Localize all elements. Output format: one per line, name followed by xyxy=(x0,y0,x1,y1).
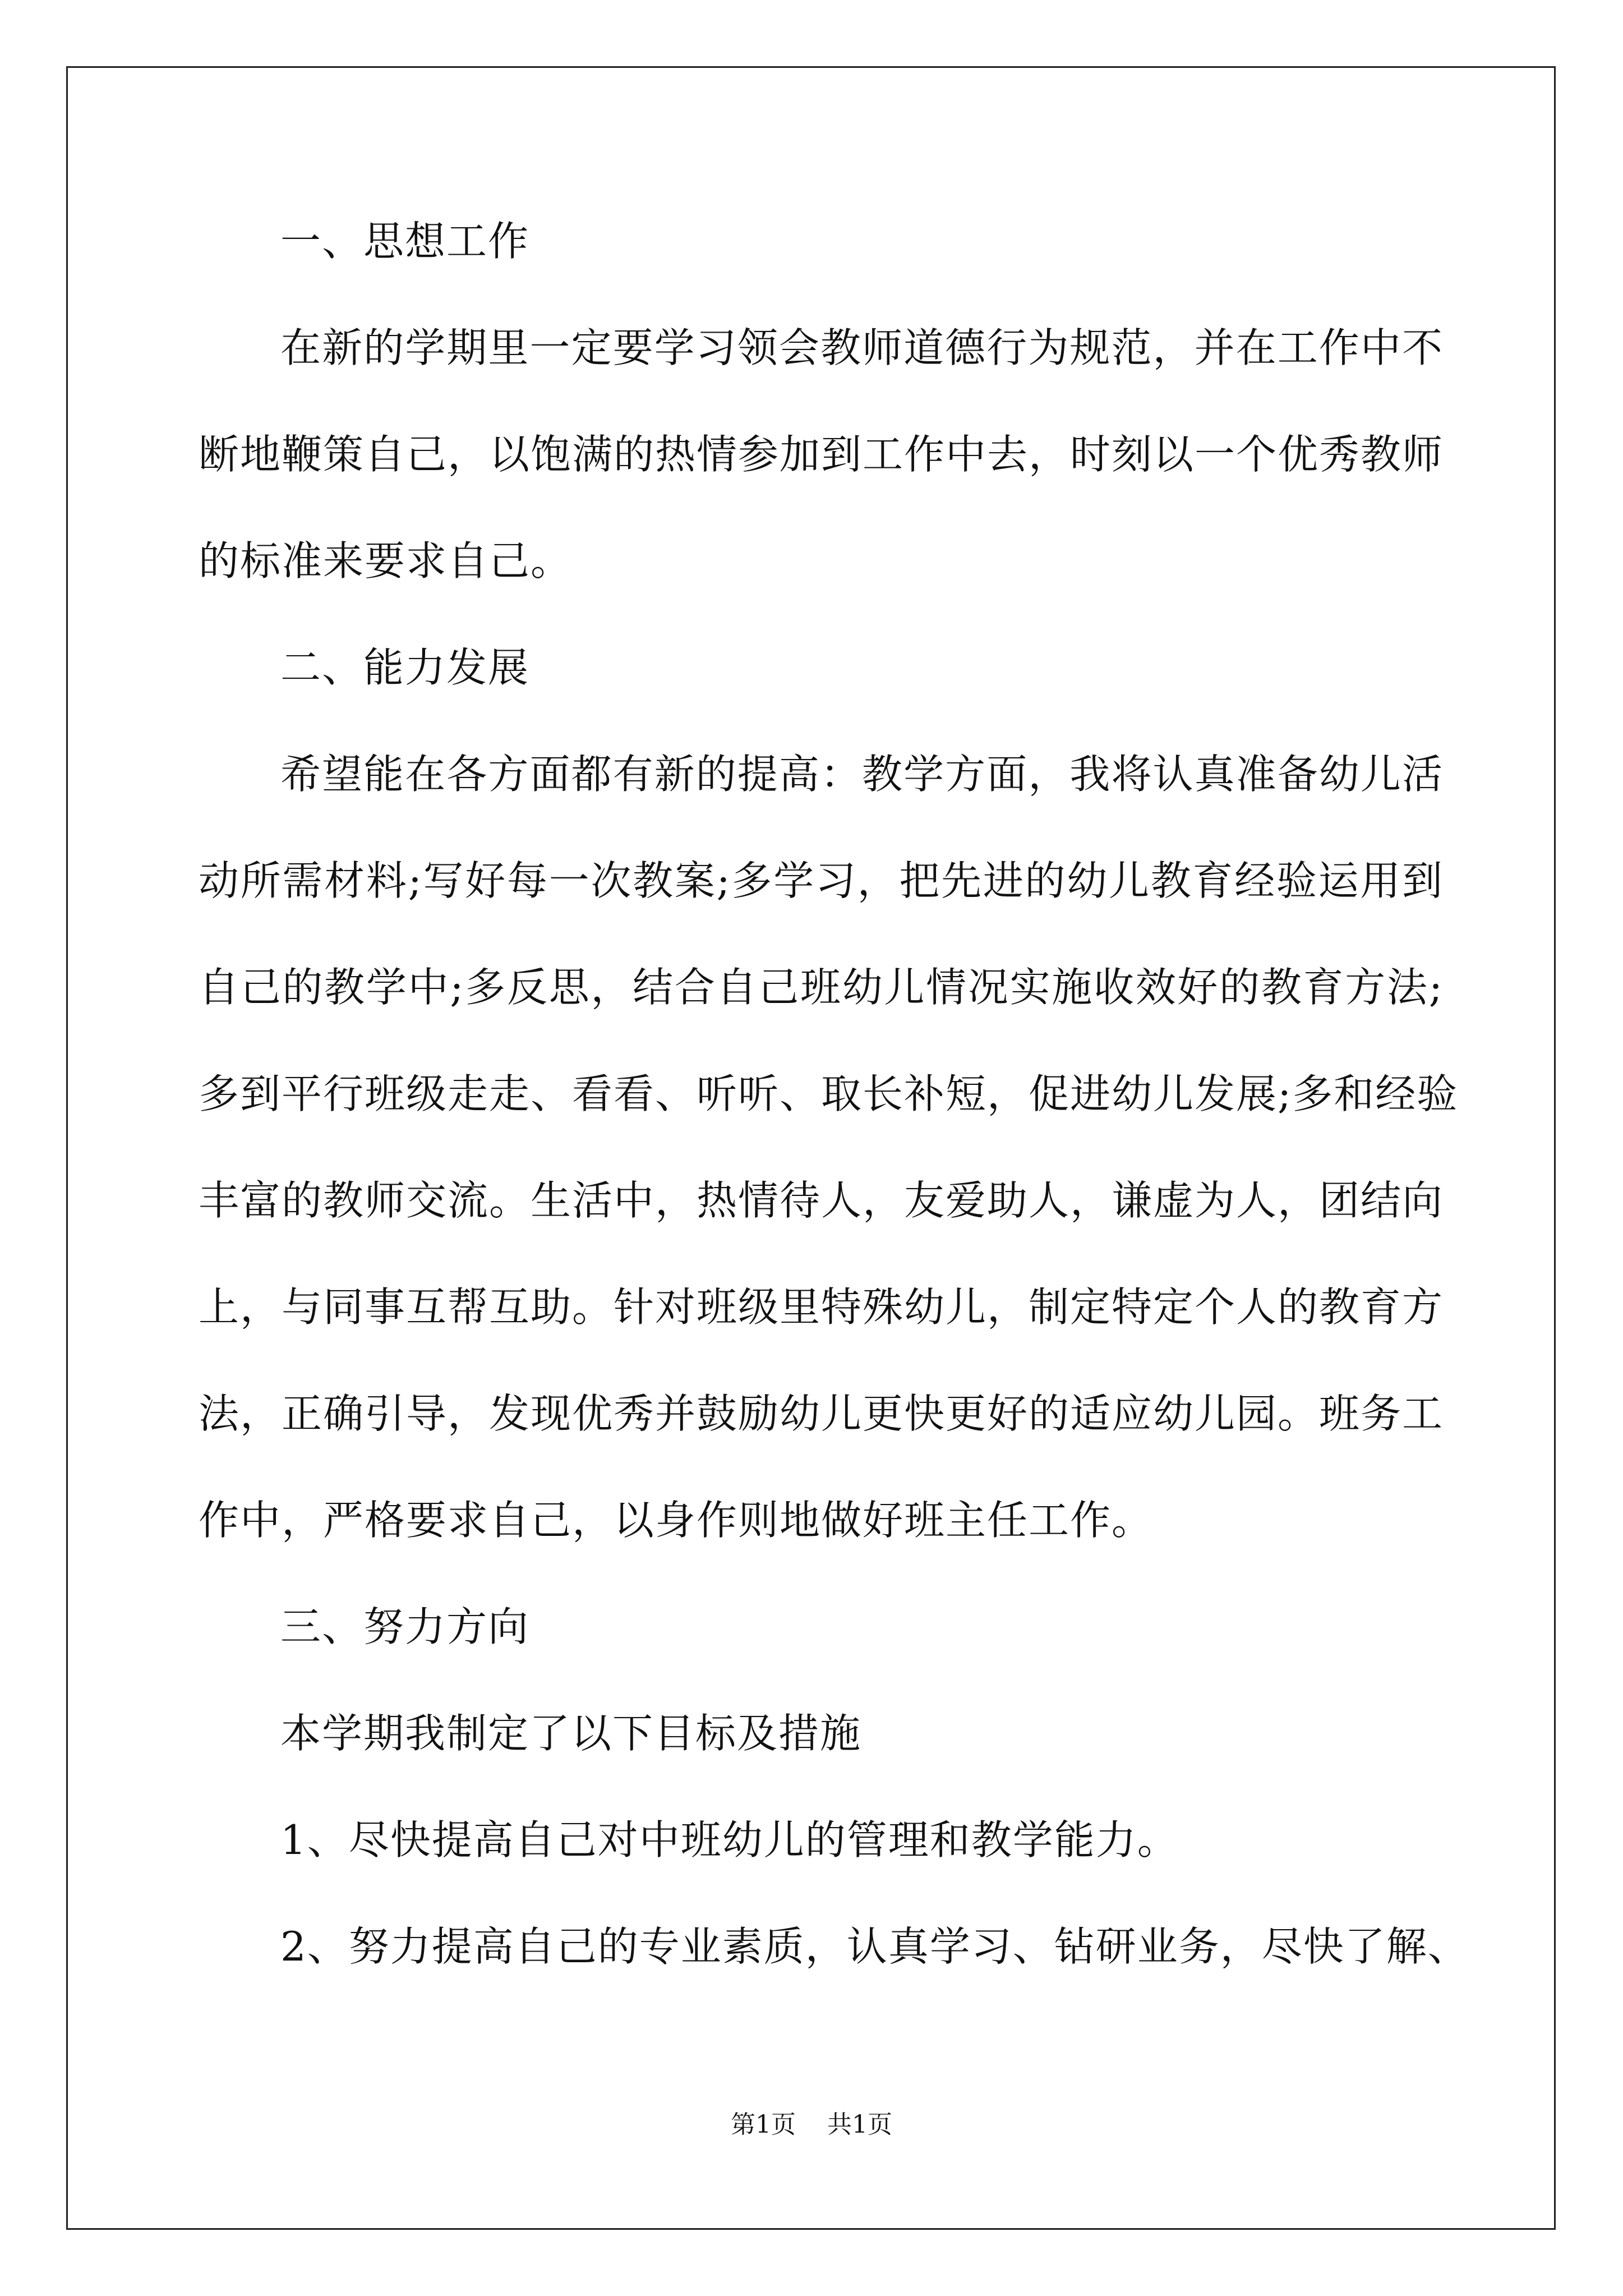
paragraph-line: 作中，严格要求自己，以身作则地做好班主任工作。 xyxy=(199,1497,1154,1544)
section-heading-1: 一、思想工作 xyxy=(280,218,530,265)
paragraph-line: 自己的教学中;多反思，结合自己班幼儿情况实施收效好的教育方法; xyxy=(199,964,1444,1011)
page-footer xyxy=(0,2108,1623,2142)
list-item: 2、努力提高自己的专业素质，认真学习、钻研业务，尽快了解、 xyxy=(280,1923,1469,1970)
paragraph-line: 的标准来要求自己。 xyxy=(199,537,573,585)
paragraph-line: 多到平行班级走走、看看、听听、取长补短，促进幼儿发展;多和经验 xyxy=(199,1070,1459,1117)
page-number: 第1页 xyxy=(731,2110,796,2139)
paragraph-line: 丰富的教师交流。生活中，热情待人，友爱助人，谦虚为人，团结向 xyxy=(199,1177,1444,1224)
list-item: 1、尽快提高自己对中班幼儿的管理和教学能力。 xyxy=(280,1816,1179,1864)
paragraph-line: 法，正确引导，发现优秀并鼓励幼儿更快更好的适应幼儿园。班务工 xyxy=(199,1390,1444,1437)
paragraph-line: 本学期我制定了以下目标及措施 xyxy=(280,1710,862,1757)
paragraph-line: 动所需材料;写好每一次教案;多学习，把先进的幼儿教育经验运用到 xyxy=(199,857,1444,904)
section-heading-2: 二、能力发展 xyxy=(280,644,530,691)
page-total: 共1页 xyxy=(827,2110,892,2139)
page-frame xyxy=(66,66,1556,2230)
paragraph-line: 断地鞭策自己，以饱满的热情参加到工作中去，时刻以一个优秀教师 xyxy=(199,431,1444,478)
paragraph-line: 希望能在各方面都有新的提高：教学方面，我将认真准备幼儿活 xyxy=(280,751,1444,798)
section-heading-3: 三、努力方向 xyxy=(280,1603,530,1650)
paragraph-line: 上，与同事互帮互助。针对班级里特殊幼儿，制定特定个人的教育方 xyxy=(199,1283,1444,1331)
paragraph-line: 在新的学期里一定要学习领会教师道德行为规范，并在工作中不 xyxy=(280,324,1444,371)
